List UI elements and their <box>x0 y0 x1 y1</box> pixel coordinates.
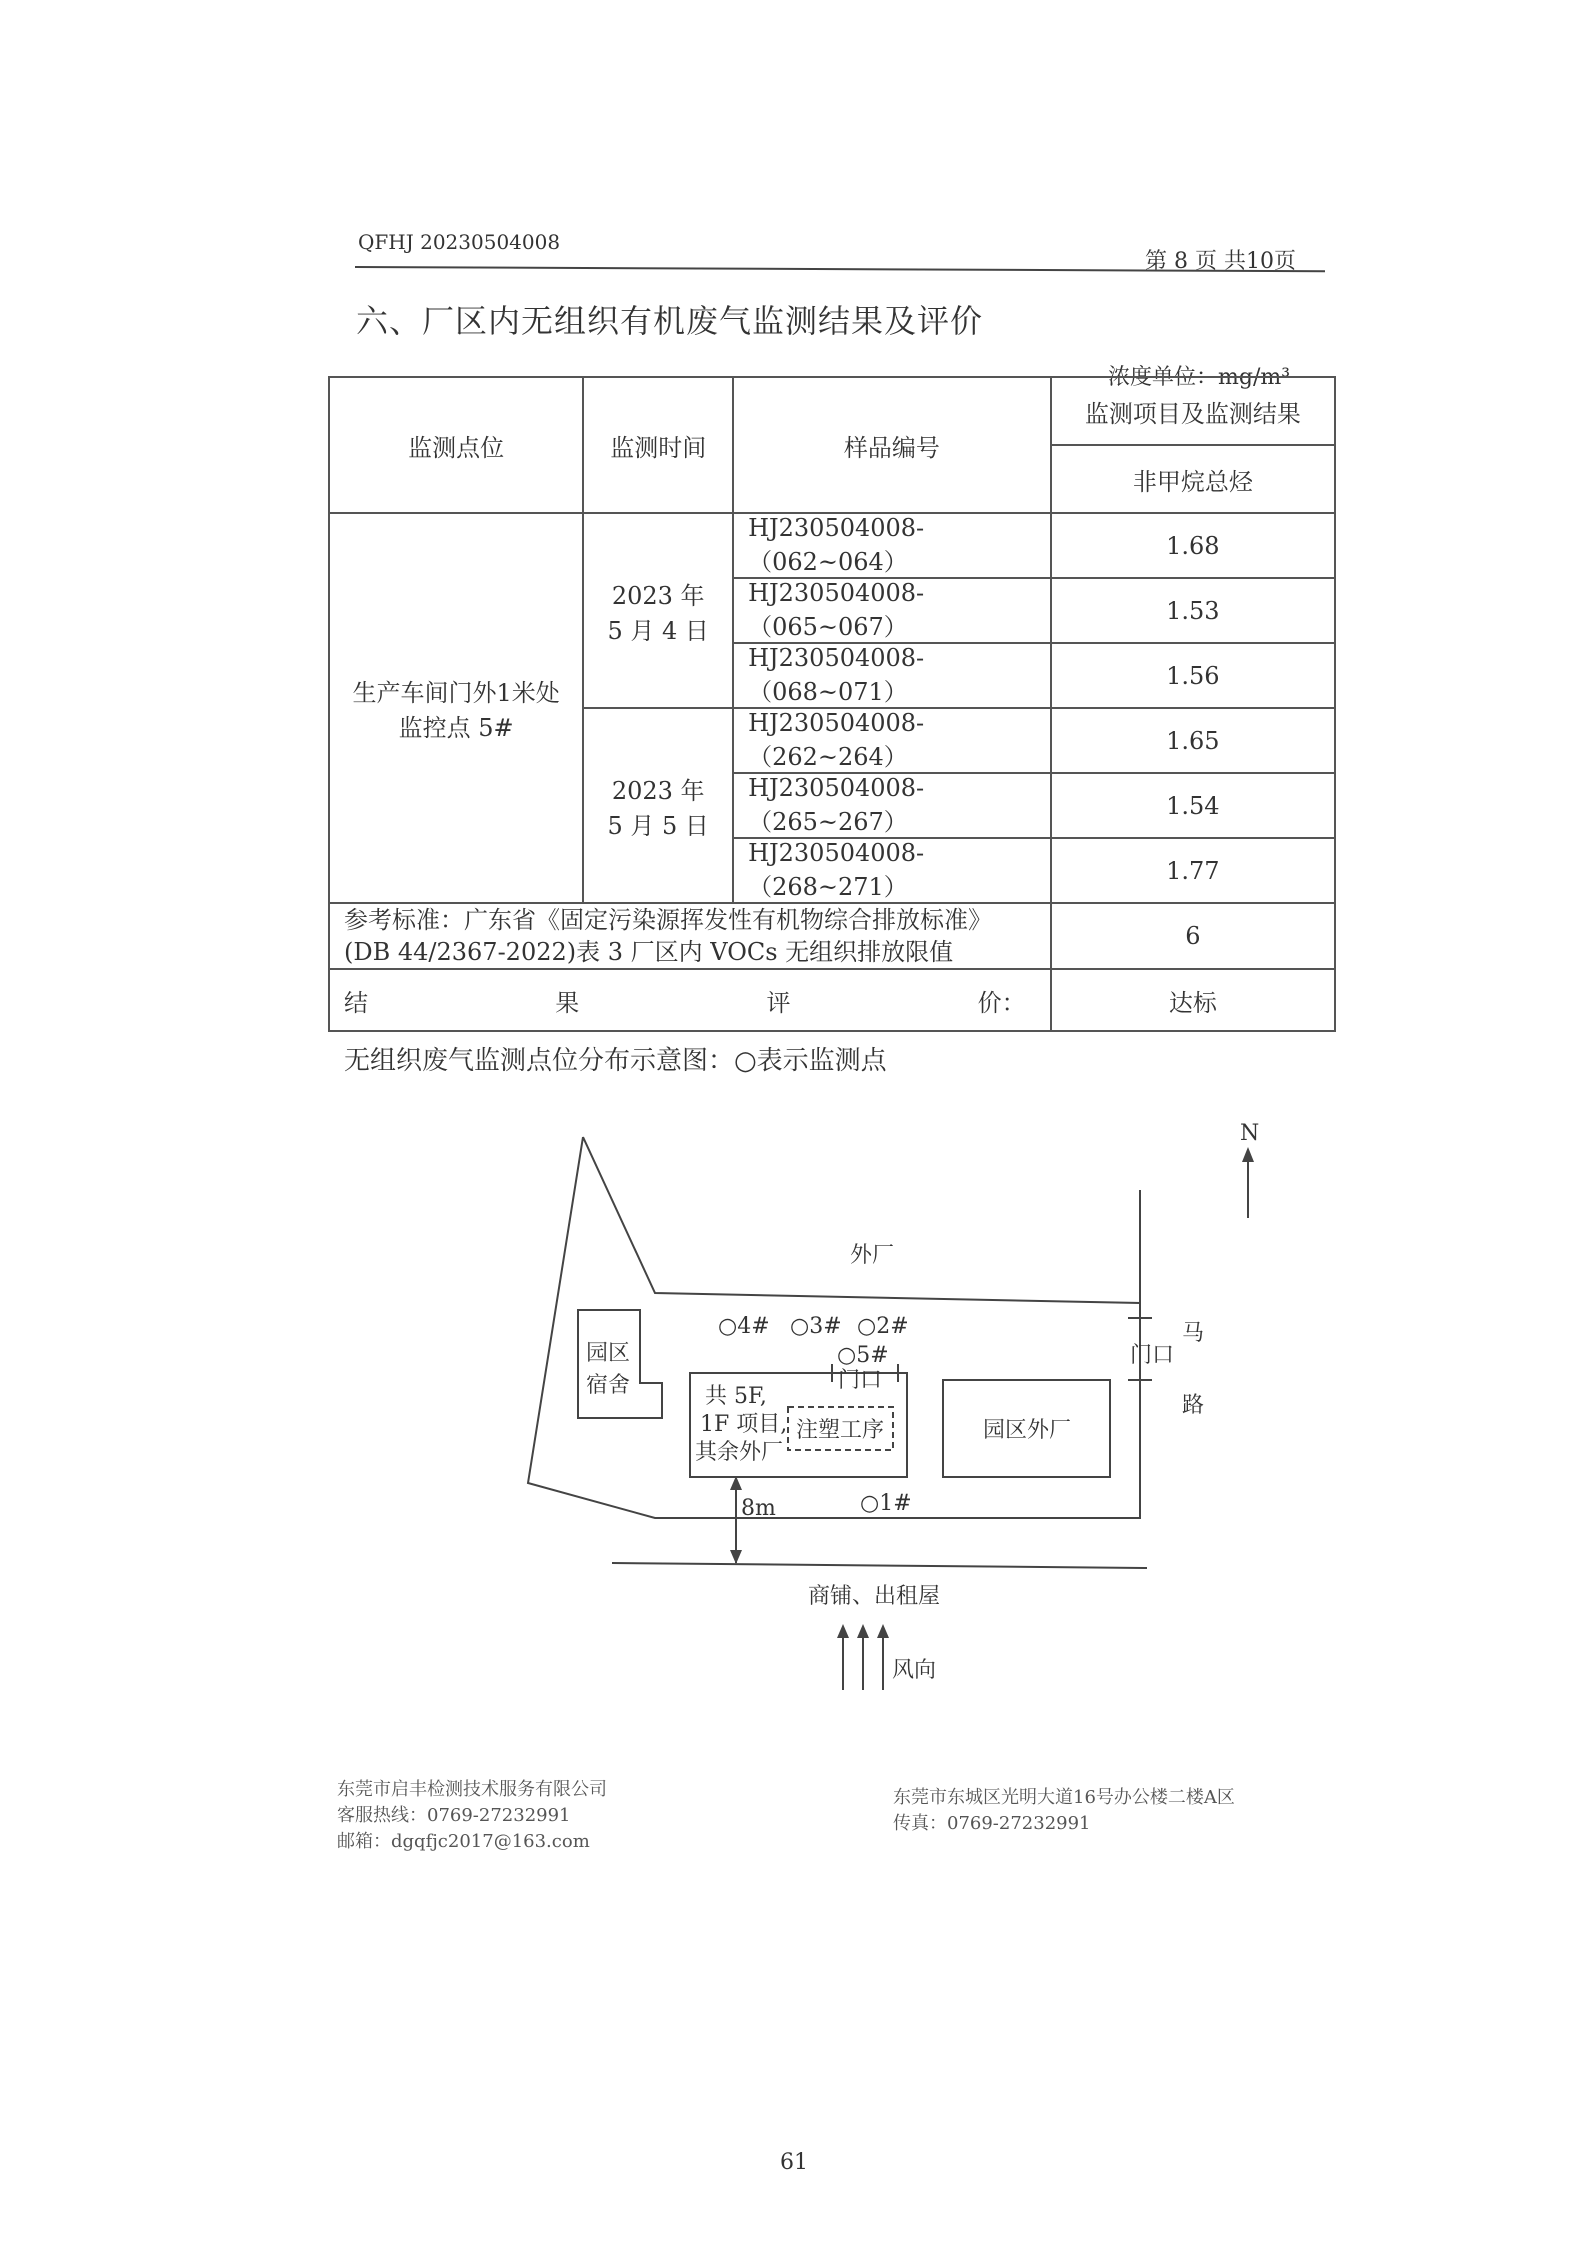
result-value: 1.56 <box>1051 643 1335 708</box>
standard-line1: 参考标准：广东省《固定污染源挥发性有机物综合排放标准》 <box>344 906 992 934</box>
gate-label: 门口 <box>1130 1343 1175 1368</box>
distance-label: 8m <box>741 1496 776 1521</box>
outer-factory-label: 外厂 <box>850 1243 895 1268</box>
col-header-sample: 样品编号 <box>733 377 1051 513</box>
building-label-1: 共 5F, <box>705 1384 767 1409</box>
evaluation-label <box>329 969 1051 1031</box>
sample-id: HJ230504008-（265~267） <box>733 773 1051 838</box>
north-label: N <box>1240 1121 1260 1146</box>
monitoring-point-1: ○1# <box>860 1491 912 1516</box>
result-value: 1.77 <box>1051 838 1335 903</box>
result-value: 1.54 <box>1051 773 1335 838</box>
date-1-year: 2023 年 <box>611 581 705 610</box>
road-label-1: 马 <box>1182 1321 1205 1346</box>
date-cell-1 <box>583 513 733 708</box>
footer-fax: 传真：0769-27232991 <box>893 1813 1091 1834</box>
page-info: 第 8 页 共10页 <box>1145 249 1296 274</box>
footer-email: 邮箱：dgqfjc2017@163.com <box>337 1831 590 1852</box>
report-number: QFHJ 20230504008 <box>358 230 561 254</box>
footer-left <box>337 1777 607 1855</box>
shops-label: 商铺、出租屋 <box>808 1584 941 1609</box>
col-header-point: 监测点位 <box>329 377 583 513</box>
eval-char: 价： <box>977 988 1026 1017</box>
reference-standard <box>329 903 1051 969</box>
point-line2: 监控点 5# <box>398 714 514 742</box>
unit-label: 浓度单位：mg/m³ <box>1108 365 1291 390</box>
eval-char: 果 <box>555 988 580 1017</box>
monitoring-point-2: ○2# <box>857 1314 909 1339</box>
distance-arrow-down <box>730 1550 742 1564</box>
monitoring-point-4: ○4# <box>718 1314 770 1339</box>
injection-label: 注塑工序 <box>796 1418 885 1443</box>
main-building <box>690 1373 907 1477</box>
dorm-label-2: 宿舍 <box>586 1373 631 1398</box>
injection-area <box>788 1407 893 1450</box>
eval-char: 评 <box>766 988 791 1017</box>
inner-door-label: 门口 <box>838 1368 883 1393</box>
result-value: 1.53 <box>1051 578 1335 643</box>
col-header-item-name: 非甲烷总烃 <box>1051 445 1335 513</box>
building-label-2: 1F 项目, <box>700 1412 788 1437</box>
sample-id: HJ230504008-（068~071） <box>733 643 1051 708</box>
sample-id: HJ230504008-（262~264） <box>733 708 1051 773</box>
park-outer-building <box>943 1380 1110 1477</box>
monitoring-point-cell <box>329 513 583 903</box>
date-1-day: 5 月 4 日 <box>607 616 709 645</box>
distance-arrow-up <box>730 1476 742 1490</box>
road-label-2: 路 <box>1182 1393 1205 1418</box>
monitoring-point-3: ○3# <box>790 1314 842 1339</box>
wind-label: 风向 <box>892 1658 937 1683</box>
diagram-caption: 无组织废气监测点位分布示意图：○表示监测点 <box>344 1046 887 1076</box>
col-header-time: 监测时间 <box>583 377 733 513</box>
point-line1: 生产车间门外1米处 <box>352 679 560 707</box>
page-number: 61 <box>780 2150 808 2175</box>
date-2-day: 5 月 5 日 <box>607 811 709 840</box>
building-label-3: 其余外厂 <box>695 1440 784 1465</box>
date-cell-2 <box>583 708 733 903</box>
standard-limit: 6 <box>1051 903 1335 969</box>
site-boundary <box>528 1137 1140 1518</box>
dorm-building <box>578 1310 662 1418</box>
monitoring-point-5: ○5# <box>837 1343 889 1368</box>
park-outer-label: 园区外厂 <box>983 1418 1072 1443</box>
wind-arrow-head <box>857 1624 869 1638</box>
evaluation-result: 达标 <box>1051 969 1335 1031</box>
col-header-items: 监测项目及监测结果 <box>1051 377 1335 445</box>
result-value: 1.68 <box>1051 513 1335 578</box>
footer-right <box>893 1785 1235 1837</box>
street-line <box>612 1563 1147 1568</box>
wind-arrow-head <box>837 1624 849 1638</box>
sample-id: HJ230504008-（268~271） <box>733 838 1051 903</box>
section-title: 六、厂区内无组织有机废气监测结果及评价 <box>356 302 984 340</box>
footer-address: 东莞市东城区光明大道16号办公楼二楼A区 <box>893 1787 1235 1808</box>
standard-line2: (DB 44/2367-2022)表 3 厂区内 VOCs 无组织排放限值 <box>344 938 954 966</box>
result-value: 1.65 <box>1051 708 1335 773</box>
footer-hotline: 客服热线：0769-27232991 <box>337 1805 571 1826</box>
eval-char: 结 <box>344 988 368 1017</box>
dorm-label-1: 园区 <box>586 1341 631 1366</box>
sample-id: HJ230504008-（062~064） <box>733 513 1051 578</box>
wind-arrow-head <box>877 1624 889 1638</box>
footer-company: 东莞市启丰检测技术服务有限公司 <box>337 1779 607 1800</box>
results-table <box>328 376 1336 1032</box>
date-2-year: 2023 年 <box>611 776 705 805</box>
sample-id: HJ230504008-（065~067） <box>733 578 1051 643</box>
north-arrow-head <box>1242 1147 1254 1162</box>
